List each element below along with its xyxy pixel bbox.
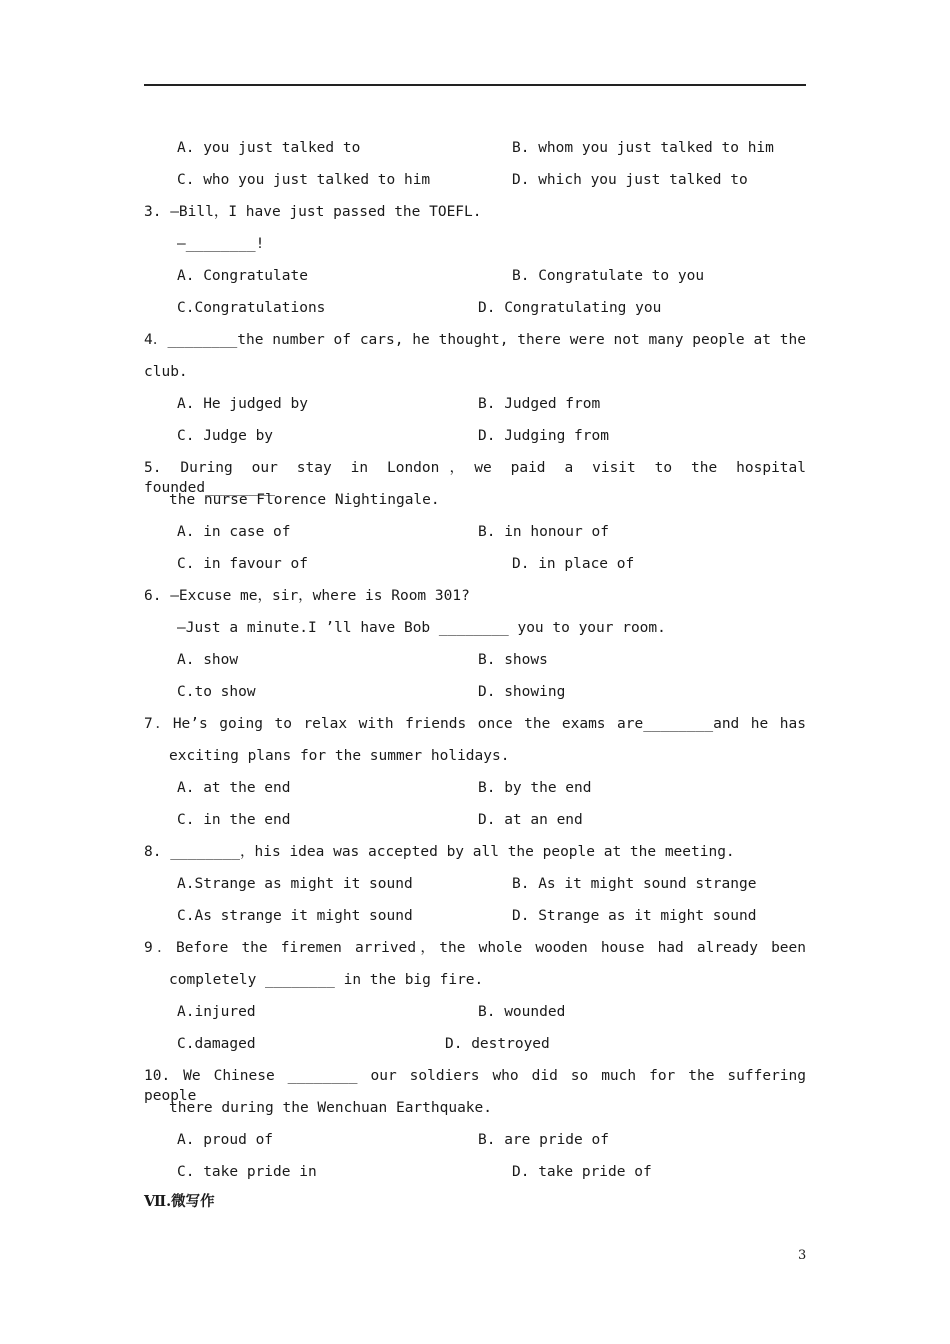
option-c: C. in favour of — [177, 556, 308, 572]
section-heading: Ⅶ.微写作 — [144, 1193, 215, 1210]
option-a: A. at the end — [177, 780, 291, 796]
option-a: A. you just talked to — [177, 140, 361, 156]
question-stem: 6. —Excuse me，sir，where is Room 301? — [144, 588, 470, 604]
option-b: B. whom you just talked to him — [512, 140, 774, 156]
option-a: A. in case of — [177, 524, 291, 540]
question-stem: club. — [144, 364, 188, 380]
option-c: C. in the end — [177, 812, 291, 828]
question-stem: —________! — [177, 236, 265, 252]
option-d: D. showing — [478, 684, 566, 700]
option-c: C.As strange it might sound — [177, 908, 413, 924]
question-stem: 5. During our stay in London，we paid a visit to the hospital founded________ — [144, 460, 806, 496]
option-a: A. proud of — [177, 1132, 274, 1148]
option-c: C. take pride in — [177, 1164, 317, 1180]
question-stem: completely ________ in the big fire. — [169, 972, 484, 988]
page-number: 3 — [798, 1248, 807, 1263]
question-stem: 10. We Chinese ________ our soldiers who did so much for the suffering people — [144, 1068, 806, 1104]
question-stem: exciting plans for the summer holidays. — [169, 748, 510, 764]
option-d: D. which you just talked to — [512, 172, 748, 188]
question-stem: there during the Wenchuan Earthquake. — [169, 1100, 493, 1116]
option-a: A.Strange as might it sound — [177, 876, 413, 892]
option-c: C. Judge by — [177, 428, 274, 444]
option-b: B. in honour of — [478, 524, 609, 540]
question-stem: 8. ________，his idea was accepted by all the people at the meeting. — [144, 844, 735, 860]
option-b: B. Judged from — [478, 396, 601, 412]
option-a: A. He judged by — [177, 396, 308, 412]
option-c: C. who you just talked to him — [177, 172, 431, 188]
option-b: B. wounded — [478, 1004, 566, 1020]
option-b: B. As it might sound strange — [512, 876, 757, 892]
option-c: C.Congratulations — [177, 300, 326, 316]
option-a: A. Congratulate — [177, 268, 308, 284]
option-b: B. are pride of — [478, 1132, 609, 1148]
option-d: D. take pride of — [512, 1164, 652, 1180]
option-d: D. Strange as it might sound — [512, 908, 757, 924]
header-rule — [144, 84, 806, 86]
option-d: D. Judging from — [478, 428, 609, 444]
option-b: B. Congratulate to you — [512, 268, 705, 284]
question-stem: 3. —Bill，I have just passed the TOEFL. — [144, 204, 482, 220]
option-d: D. destroyed — [445, 1036, 550, 1052]
option-b: B. shows — [478, 652, 548, 668]
option-d: D. at an end — [478, 812, 583, 828]
option-b: B. by the end — [478, 780, 592, 796]
option-a: A. show — [177, 652, 239, 668]
question-stem: —Just a minute.I ’ll have Bob ________ you to your room. — [177, 620, 666, 636]
question-stem: 7．He’s going to relax with friends once the exams are________and he has — [144, 716, 806, 732]
option-c: C.to show — [177, 684, 256, 700]
option-c: C.damaged — [177, 1036, 256, 1052]
option-d: D. Congratulating you — [478, 300, 662, 316]
option-a: A.injured — [177, 1004, 256, 1020]
question-stem: the nurse Florence Nightingale. — [169, 492, 440, 508]
question-stem: 4．________the number of cars, he thought, there were not many people at the — [144, 332, 806, 348]
option-d: D. in place of — [512, 556, 635, 572]
question-stem: 9．Before the firemen arrived，the whole wooden house had already been — [144, 940, 806, 956]
